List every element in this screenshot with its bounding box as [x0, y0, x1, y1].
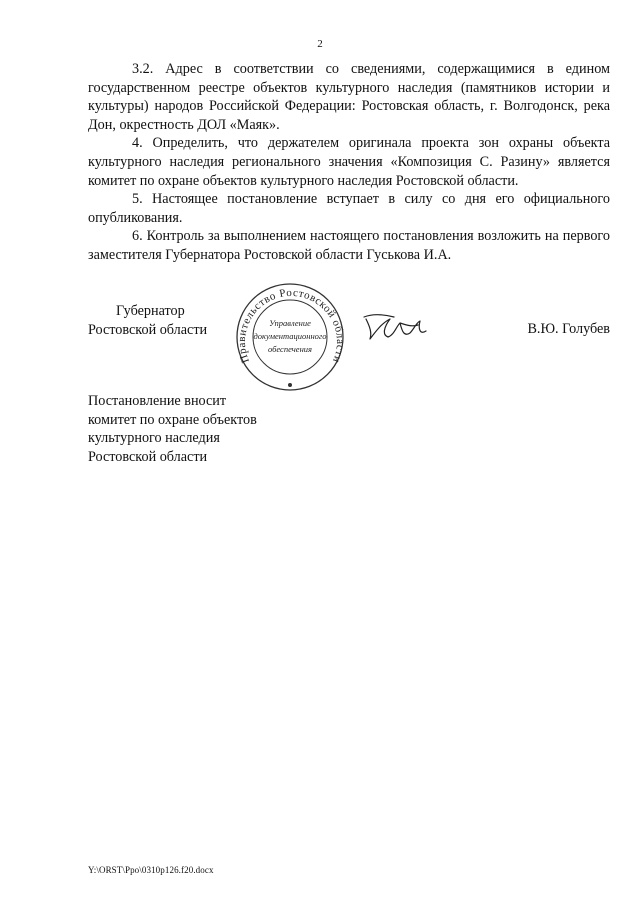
page-number: 2 [317, 38, 323, 50]
signer-title-line2: Ростовской области [88, 321, 208, 338]
stamp-inner-line3: обеспечения [267, 344, 313, 354]
paragraph-4: 4. Определить, что держателем оригинала проекта зон охраны объекта культурного наследия регионального значения «Композиция С. Разину» является комитет по охране объектов культурного наследия Ростовской области. [88, 135, 610, 189]
stamp-outer-text: Правительство Ростовской области [235, 286, 347, 365]
handwritten-signature [360, 307, 440, 352]
stamp-inner-line2: документационного [253, 331, 327, 341]
submitted-by-line1: Постановление вносит [88, 393, 227, 409]
signer-title-line1: Губернатор [116, 303, 185, 319]
stamp-inner-line1: Управление [269, 318, 311, 328]
paragraph-3-2: 3.2. Адрес в соответствии со сведениями, содержащимися в едином государственном реестре объектов культурного наследия (памятников истории и культуры) народов Российской Федерации: Ростовская область, г. Волгодонск, река Дон, окрестность ДОЛ «Маяк». [88, 61, 610, 133]
submitted-by-block [88, 392, 257, 466]
official-stamp [228, 282, 352, 397]
document-body [88, 60, 610, 265]
submitted-by-line4: Ростовской области [88, 448, 208, 465]
paragraph-5: 5. Настоящее постановление вступает в силу со дня его официального опубликования. [88, 191, 610, 226]
file-path-footer: Y:\ORST\Ppo\0310p126.f20.docx [88, 865, 214, 875]
paragraph-6: 6. Контроль за выполнением настоящего постановления возложить на первого заместителя Губернатора Ростовской области Гуськова И.А. [88, 228, 610, 263]
signer-name: В.Ю. Голубев [527, 321, 610, 337]
submitted-by-line2: комитет по охране объектов [88, 411, 257, 428]
submitted-by-line3: культурного наследия [88, 430, 220, 447]
signer-title [88, 302, 207, 339]
signature-block [88, 282, 610, 402]
